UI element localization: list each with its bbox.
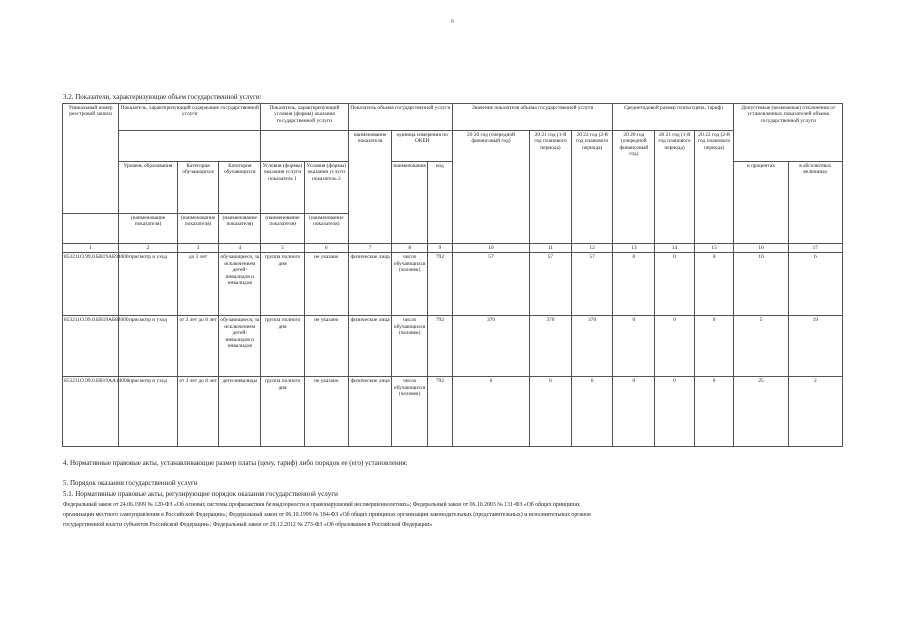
col-number: 11	[530, 244, 572, 253]
row-indicator: физические лица	[348, 316, 392, 377]
header-price-3: 20 22 год (2-й год планового периода)	[694, 131, 734, 244]
row-category: обучающиеся, за исключением детей-инвалидов и инвалидов	[219, 316, 261, 377]
row-percent: 5	[734, 316, 788, 377]
col-number: 12	[571, 244, 613, 253]
header-content: Показатель, характеризующий содержание государственной услуги	[119, 104, 261, 131]
row-value-3: 57	[571, 253, 613, 316]
page-number: 6	[450, 18, 455, 25]
col-number: 15	[694, 244, 734, 253]
table-row	[63, 253, 843, 316]
header-cond-2: Условия (формы) оказания услуги показатель 2	[304, 162, 348, 214]
row-price-2: 0	[655, 377, 695, 447]
header-sub-naim-5: (наименование показателя)	[304, 214, 348, 244]
header-percent: в процентах	[734, 162, 788, 244]
col-number: 6	[304, 244, 348, 253]
row-unit: число обучающихся (человек)	[392, 377, 427, 447]
row-code: 853211О.99.0.БВ19АБ94000	[63, 253, 119, 316]
header-price-2: 20 21 год (1-й год планового периода)	[655, 131, 695, 244]
row-level: присмотр и уход	[119, 253, 177, 316]
row-price-2: 0	[655, 316, 695, 377]
header-reg-blank	[63, 214, 119, 244]
row-cond2: не указано	[304, 316, 348, 377]
header-price-1: 20 20 год (очередной финансовый год)	[613, 131, 655, 244]
header-level: Уровень образования	[119, 162, 177, 214]
row-price-1: 0	[613, 253, 655, 316]
section-4-text: 4. Нормативные правовые акты, устанавливающие размер платы (цену, тариф) либо порядок ее (его) установления:	[63, 459, 408, 467]
row-group: группа полного дня	[261, 377, 305, 447]
header-unit-name: наименование	[392, 162, 427, 244]
law-text-line-1: Федеральный закон от 24.06.1999 № 120-ФЗ «Об основах системы профилактики безнадзорности и правонарушений несовершеннолетних»; Федеральный закон от 06.10.2003 № 131-ФЗ «Об общих принципах	[63, 502, 580, 508]
row-group: группа полного дня	[261, 253, 305, 316]
col-number: 2	[119, 244, 177, 253]
row-price-3: 0	[694, 316, 734, 377]
col-number: 17	[788, 244, 842, 253]
header-sub-naim-1: (наименование показателя)	[119, 214, 177, 244]
header-price: Среднегодовой размер платы (цена, тариф)	[613, 104, 734, 131]
row-value-3: 370	[571, 316, 613, 377]
row-price-1: 0	[613, 377, 655, 447]
col-number: 7	[348, 244, 392, 253]
header-unit-okei: единица измерения по ОКЕИ	[392, 131, 452, 162]
row-percent: 25	[734, 377, 788, 447]
header-sub-naim-2: (наименование показателя)	[177, 214, 219, 244]
col-number: 10	[452, 244, 529, 253]
row-group: группа полного дня	[261, 316, 305, 377]
row-level: присмотр и уход	[119, 316, 177, 377]
header-value: Значение показателя объема государственной услуги	[452, 104, 613, 131]
row-okei: 792	[427, 316, 452, 377]
row-absolute: 19	[788, 316, 842, 377]
row-value-2: 57	[530, 253, 572, 316]
header-category-2: Категория обучающихся	[219, 162, 261, 214]
header-category: Категория обучающихся	[177, 162, 219, 214]
row-code: 853211О.99.0.БВ19АА14000	[63, 377, 119, 447]
row-okei: 792	[427, 253, 452, 316]
volume-indicators-table	[62, 103, 843, 447]
col-number: 4	[219, 244, 261, 253]
col-number: 13	[613, 244, 655, 253]
table-row	[63, 316, 843, 377]
row-absolute: 2	[788, 377, 842, 447]
row-category: обучающиеся, за исключением детей-инвалидов и инвалидов	[219, 253, 261, 316]
header-year-1: 20 20 год (очередной финансовый год)	[452, 131, 529, 244]
row-unit: число обучающихся (человек)	[392, 253, 427, 316]
law-text-line-2: организации местного самоуправления в Российской Федерации»; Федеральный закон от 06.10.1999 № 184-ФЗ «Об общих принципах организации законодательных (представительных) и исполнительных органов	[63, 512, 591, 518]
row-value-1: 6	[452, 377, 529, 447]
header-sub-naim-4: (наименование показателя)	[261, 214, 305, 244]
header-condition: Показатель, характеризующий условия (формы) оказания государственной услуги	[261, 104, 349, 131]
row-value-3: 6	[571, 377, 613, 447]
row-unit: число обучающихся (человек)	[392, 316, 427, 377]
header-reg-num: Уникальный номер реестровой записи	[63, 104, 119, 214]
row-percent: 10	[734, 253, 788, 316]
col-number: 3	[177, 244, 219, 253]
section-5-1-title: 5.1. Нормативные правовые акты, регулирующие порядок оказания государственной услуги	[63, 490, 338, 498]
section-5-title: 5. Порядок оказания государственной услуги	[63, 479, 198, 487]
table-row	[63, 377, 843, 447]
row-level: присмотр и уход	[119, 377, 177, 447]
header-deviation: Допустимые (возможные) отклонения от установленных показателей объема государственной услуги	[734, 104, 843, 162]
header-year-3: 20 22 год (2-й год планового периода)	[571, 131, 613, 244]
col-number: 8	[392, 244, 427, 253]
header-content-blank	[119, 131, 261, 162]
row-price-3: 0	[694, 377, 734, 447]
row-value-2: 370	[530, 316, 572, 377]
row-indicator: физические лица	[348, 377, 392, 447]
col-number: 16	[734, 244, 788, 253]
row-age: от 3 лет до 8 лет	[177, 316, 219, 377]
row-price-3: 0	[694, 253, 734, 316]
row-cond2: не указано	[304, 377, 348, 447]
row-code: 853211О.99.0.БВ19АБ82000	[63, 316, 119, 377]
header-unit-code: код	[427, 162, 452, 244]
header-sub-naim-3: (наименование показателя)	[219, 214, 261, 244]
row-value-2: 6	[530, 377, 572, 447]
row-category: дети-инвалиды	[219, 377, 261, 447]
header-year-2: 20 21 год (1-й год планового периода)	[530, 131, 572, 244]
row-price-2: 0	[655, 253, 695, 316]
col-number: 5	[261, 244, 305, 253]
header-naim-pokaz: наименование показателя	[348, 131, 392, 244]
row-value-1: 370	[452, 316, 529, 377]
header-cond-1: Условия (формы) оказания услуги показатель 1	[261, 162, 305, 214]
col-number: 14	[655, 244, 695, 253]
row-age: до 3 лет	[177, 253, 219, 316]
section-title: 3.2. Показатели, характеризующие объем государственной услуги:	[63, 93, 262, 101]
header-condition-blank	[261, 131, 349, 162]
row-age: от 3 лет до 8 лет	[177, 377, 219, 447]
row-price-1: 0	[613, 316, 655, 377]
row-value-1: 57	[452, 253, 529, 316]
header-absolute: в абсолютных величинах	[788, 162, 842, 244]
row-indicator: физические лица	[348, 253, 392, 316]
header-volume: Показатель объема государственной услуги	[348, 104, 452, 131]
col-number: 9	[427, 244, 452, 253]
law-text-line-3: государственной власти субъектов Российской Федерации»; Федеральный закон от 29.12.2012 № 273-ФЗ «Об образовании в Российской Федерации»	[63, 522, 433, 528]
row-cond2: не указано	[304, 253, 348, 316]
col-number: 1	[63, 244, 119, 253]
row-absolute: 6	[788, 253, 842, 316]
row-okei: 792	[427, 377, 452, 447]
